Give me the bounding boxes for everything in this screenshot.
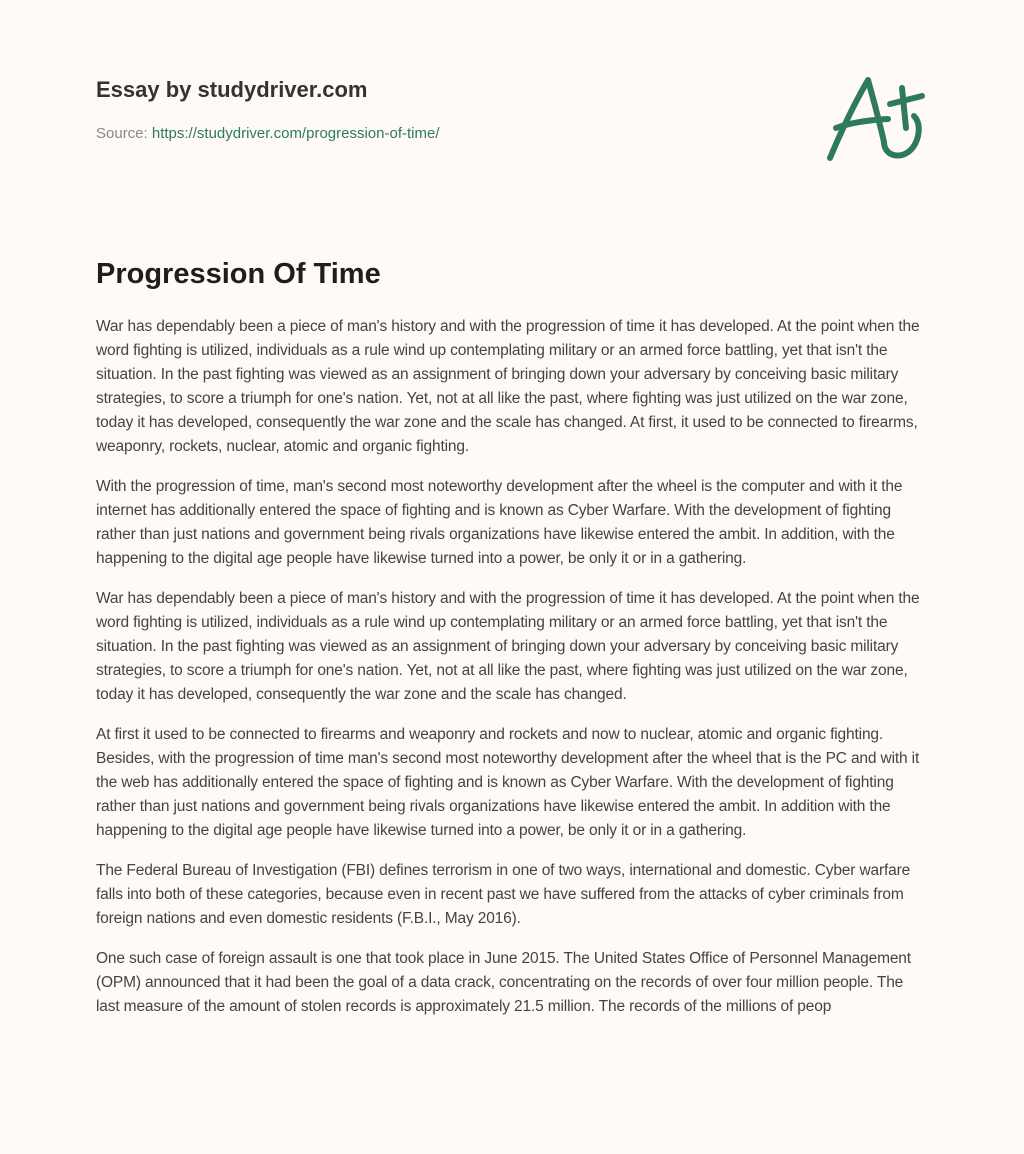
paragraph: War has dependably been a piece of man's history and with the progression of time it has developed. At the point when the word fighting is utilized, individuals as a rule wind up contemplating military or an armed force battling, yet that isn't the situation. In the past fighting was viewed as an assignment of bringing down your adversary by conceiving basic military strategies, to score a triumph for one's nation. Yet, not at all like the past, where fighting was just utilized on the war zone, today it has developed, consequently the war zone and the scale has changed. At first, it used to be connected to firearms, weaponry, rockets, nuclear, atomic and organic fighting. [96,318,920,455]
paragraph: One such case of foreign assault is one that took place in June 2015. The United States Office of Personnel Management (OPM) announced that it had been the goal of a data crack, concentrating on the records of over four million people. The last measure of the amount of stolen records is approximately 21.5 million. The records of the millions of peop [96,950,911,1015]
paragraph: With the progression of time, man's second most noteworthy development after the wheel is the computer and with it the internet has additionally entered the space of fighting and is known as Cyber Warfare. With the development of fighting rather than just nations and government being rivals organizations have likewise entered the ambit. In addition, with the happening to the digital age people have likewise turned into a power, be only it or in a gathering. [96,478,903,567]
paragraph: At first it used to be connected to firearms and weaponry and rockets and now to nuclear, atomic and organic fighting. Besides, with the progression of time man's second most noteworthy development after the wheel that is the PC and with it the web has additionally entered the space of fighting and is known as Cyber Warfare. With the development of fighting rather than just nations and government being rivals organizations have likewise entered the ambit. In addition with the happening to the digital age people have likewise turned into a power, be only it or in a gathering. [96,726,920,839]
paragraph: War has dependably been a piece of man's history and with the progression of time it has developed. At the point when the word fighting is utilized, individuals as a rule wind up contemplating military or an armed force battling, yet that isn't the situation. In the past fighting was viewed as an assignment of bringing down your adversary by conceiving basic military strategies, to score a triumph for one's nation. Yet, not at all like the past, where fighting was just utilized on the war zone, today it has developed, consequently the war zone and the scale has changed. [96,590,920,703]
essay-header [96,74,926,144]
a-plus-grade-icon [822,64,932,169]
source-line [96,124,926,144]
article-body [96,315,930,1035]
source-link[interactable]: https://studydriver.com/progression-of-time/ [151,125,440,142]
page-title: Progression Of Time [96,258,381,290]
source-label: Source: [96,125,148,142]
paragraph: The Federal Bureau of Investigation (FBI) defines terrorism in one of two ways, international and domestic. Cyber warfare falls into both of these categories, because even in recent past we have suffered from the attacks of cyber criminals from foreign nations and even domestic residents (F.B.I., May 2016). [96,862,911,927]
site-title: Essay by studydriver.com [96,77,368,102]
